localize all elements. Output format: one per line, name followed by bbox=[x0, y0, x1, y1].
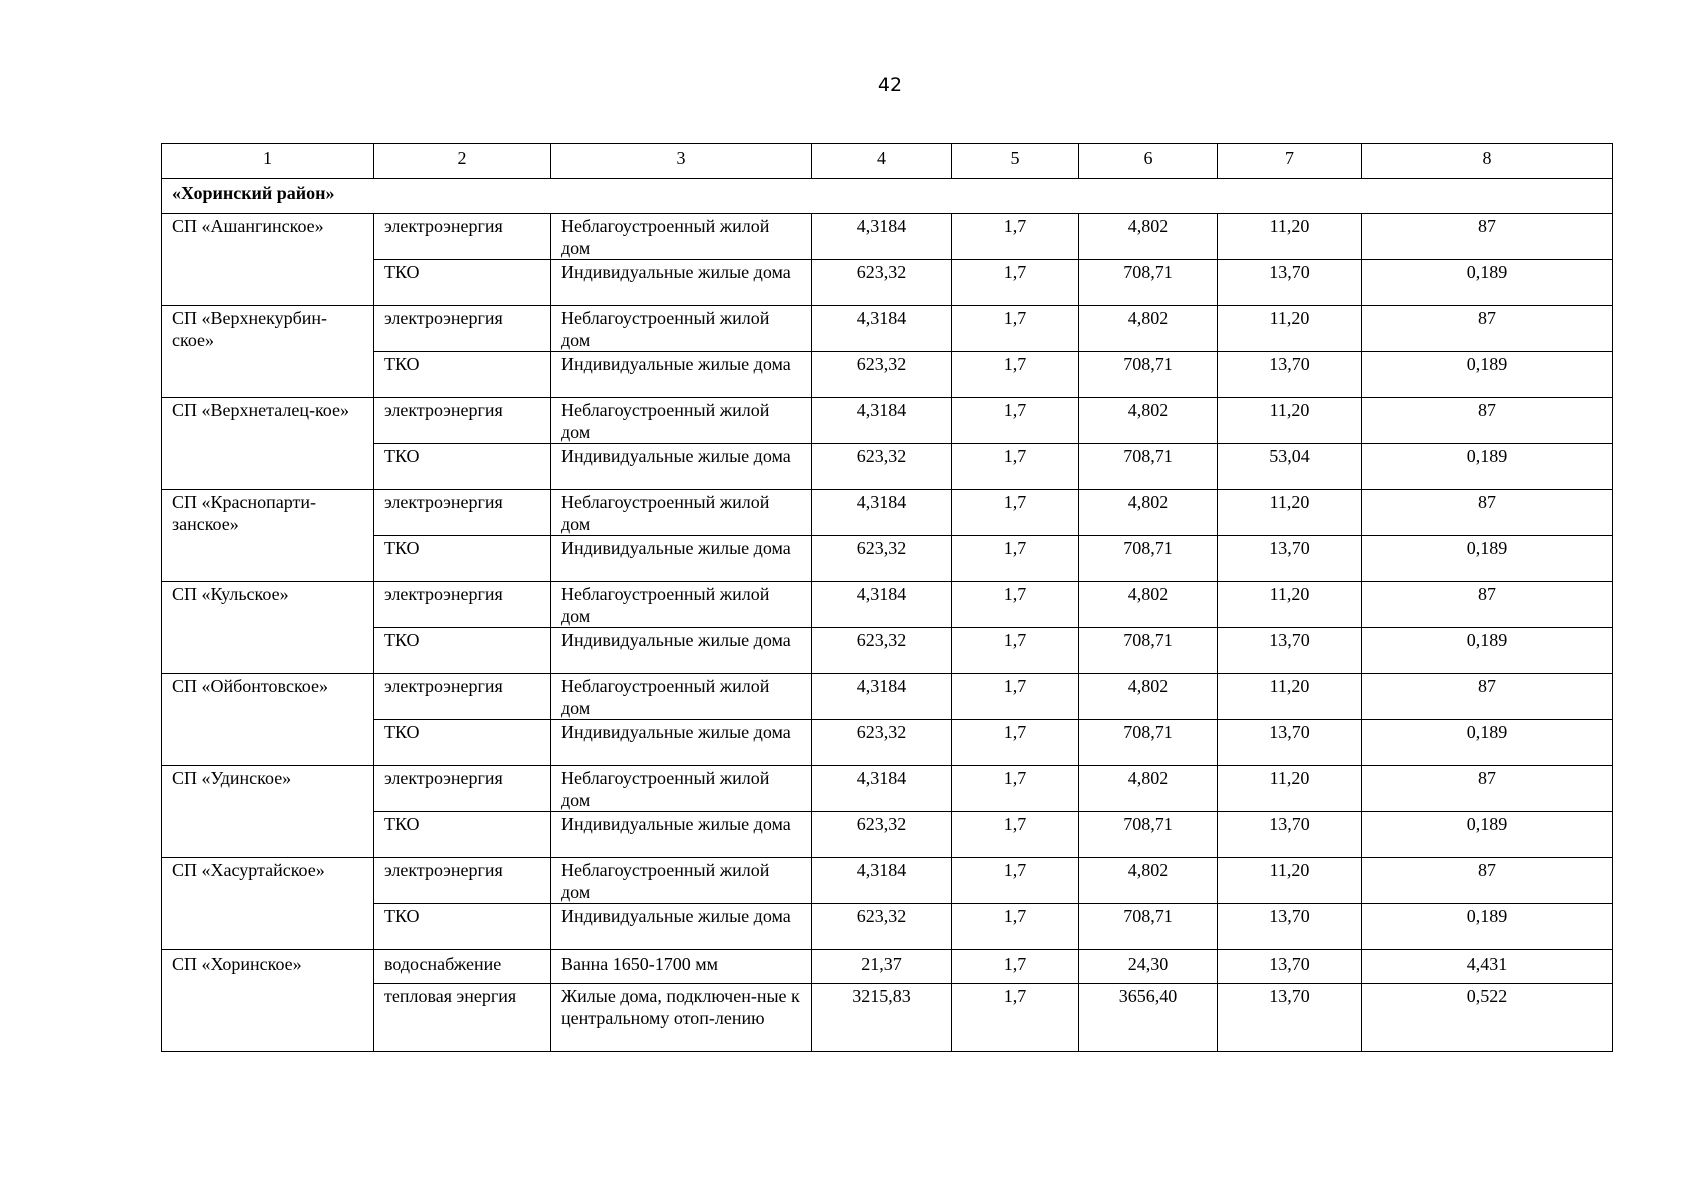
table-row bbox=[162, 582, 1613, 628]
value-cell-col7: 13,70 bbox=[1218, 950, 1362, 984]
value-cell-col8: 87 bbox=[1362, 582, 1613, 628]
service-cell: электроэнергия bbox=[374, 490, 551, 536]
settlement-name: СП «Ойбонтовское» bbox=[162, 674, 374, 766]
service-cell: электроэнергия bbox=[374, 858, 551, 904]
value-cell-col4: 4,3184 bbox=[812, 858, 952, 904]
value-cell-col6: 4,802 bbox=[1079, 398, 1218, 444]
settlement-name: СП «Ашангинское» bbox=[162, 214, 374, 306]
value-cell-col5: 1,7 bbox=[952, 628, 1079, 674]
table-row bbox=[162, 398, 1613, 444]
value-cell-col8: 0,189 bbox=[1362, 536, 1613, 582]
value-cell-col7: 13,70 bbox=[1218, 260, 1362, 306]
value-cell-col4: 623,32 bbox=[812, 720, 952, 766]
table-body bbox=[162, 144, 1613, 1052]
value-cell-col5: 1,7 bbox=[952, 490, 1079, 536]
service-cell: электроэнергия bbox=[374, 582, 551, 628]
value-cell-col8: 0,189 bbox=[1362, 904, 1613, 950]
service-cell: ТКО bbox=[374, 628, 551, 674]
category-cell: Неблагоустроенный жилой дом bbox=[551, 766, 812, 812]
value-cell-col6: 708,71 bbox=[1079, 352, 1218, 398]
value-cell-col4: 623,32 bbox=[812, 536, 952, 582]
settlement-name: СП «Верхнекурбин-ское» bbox=[162, 306, 374, 398]
value-cell-col7: 11,20 bbox=[1218, 674, 1362, 720]
value-cell-col4: 4,3184 bbox=[812, 766, 952, 812]
table-row bbox=[162, 858, 1613, 904]
value-cell-col4: 4,3184 bbox=[812, 674, 952, 720]
table-row bbox=[162, 628, 1613, 674]
value-cell-col7: 13,70 bbox=[1218, 720, 1362, 766]
value-cell-col6: 4,802 bbox=[1079, 582, 1218, 628]
value-cell-col5: 1,7 bbox=[952, 720, 1079, 766]
value-cell-col5: 1,7 bbox=[952, 444, 1079, 490]
category-cell: Неблагоустроенный жилой дом bbox=[551, 582, 812, 628]
service-cell: тепловая энергия bbox=[374, 984, 551, 1052]
value-cell-col4: 623,32 bbox=[812, 904, 952, 950]
value-cell-col7: 13,70 bbox=[1218, 628, 1362, 674]
service-cell: ТКО bbox=[374, 720, 551, 766]
service-cell: электроэнергия bbox=[374, 214, 551, 260]
value-cell-col6: 4,802 bbox=[1079, 306, 1218, 352]
category-cell: Индивидуальные жилые дома bbox=[551, 260, 812, 306]
table-row bbox=[162, 306, 1613, 352]
settlement-name: СП «Кульское» bbox=[162, 582, 374, 674]
category-cell: Индивидуальные жилые дома bbox=[551, 812, 812, 858]
value-cell-col7: 11,20 bbox=[1218, 858, 1362, 904]
table-row bbox=[162, 490, 1613, 536]
tariff-table bbox=[161, 143, 1613, 1052]
category-cell: Неблагоустроенный жилой дом bbox=[551, 214, 812, 260]
service-cell: ТКО bbox=[374, 444, 551, 490]
settlement-name: СП «Хасуртайское» bbox=[162, 858, 374, 950]
table-row bbox=[162, 444, 1613, 490]
service-cell: водоснабжение bbox=[374, 950, 551, 984]
value-cell-col8: 0,189 bbox=[1362, 352, 1613, 398]
settlement-name: СП «Краснопарти-занское» bbox=[162, 490, 374, 582]
value-cell-col4: 4,3184 bbox=[812, 398, 952, 444]
value-cell-col8: 0,189 bbox=[1362, 444, 1613, 490]
value-cell-col8: 87 bbox=[1362, 214, 1613, 260]
value-cell-col8: 87 bbox=[1362, 674, 1613, 720]
value-cell-col8: 0,189 bbox=[1362, 260, 1613, 306]
value-cell-col5: 1,7 bbox=[952, 260, 1079, 306]
settlement-name: СП «Хоринское» bbox=[162, 950, 374, 1052]
value-cell-col5: 1,7 bbox=[952, 214, 1079, 260]
value-cell-col4: 623,32 bbox=[812, 812, 952, 858]
value-cell-col6: 708,71 bbox=[1079, 536, 1218, 582]
table-row bbox=[162, 766, 1613, 812]
value-cell-col6: 24,30 bbox=[1079, 950, 1218, 984]
table-row bbox=[162, 950, 1613, 984]
value-cell-col6: 4,802 bbox=[1079, 674, 1218, 720]
value-cell-col5: 1,7 bbox=[952, 536, 1079, 582]
table-row bbox=[162, 352, 1613, 398]
settlement-name: СП «Удинское» bbox=[162, 766, 374, 858]
column-number-cell: 7 bbox=[1218, 144, 1362, 179]
service-cell: ТКО bbox=[374, 260, 551, 306]
value-cell-col4: 623,32 bbox=[812, 352, 952, 398]
value-cell-col6: 4,802 bbox=[1079, 858, 1218, 904]
value-cell-col4: 623,32 bbox=[812, 628, 952, 674]
value-cell-col4: 4,3184 bbox=[812, 306, 952, 352]
service-cell: электроэнергия bbox=[374, 674, 551, 720]
value-cell-col7: 53,04 bbox=[1218, 444, 1362, 490]
table-row bbox=[162, 984, 1613, 1052]
value-cell-col5: 1,7 bbox=[952, 984, 1079, 1052]
column-number-cell: 5 bbox=[952, 144, 1079, 179]
table-row bbox=[162, 214, 1613, 260]
value-cell-col7: 13,70 bbox=[1218, 904, 1362, 950]
value-cell-col6: 708,71 bbox=[1079, 720, 1218, 766]
page-number: 42 bbox=[877, 74, 903, 96]
district-name: «Хоринский район» bbox=[162, 179, 1613, 214]
value-cell-col5: 1,7 bbox=[952, 950, 1079, 984]
value-cell-col5: 1,7 bbox=[952, 674, 1079, 720]
value-cell-col6: 4,802 bbox=[1079, 490, 1218, 536]
value-cell-col5: 1,7 bbox=[952, 904, 1079, 950]
column-number-row bbox=[162, 144, 1613, 179]
value-cell-col6: 708,71 bbox=[1079, 260, 1218, 306]
column-number-cell: 8 bbox=[1362, 144, 1613, 179]
table-row bbox=[162, 260, 1613, 306]
value-cell-col8: 87 bbox=[1362, 858, 1613, 904]
value-cell-col5: 1,7 bbox=[952, 306, 1079, 352]
service-cell: ТКО bbox=[374, 812, 551, 858]
value-cell-col5: 1,7 bbox=[952, 398, 1079, 444]
value-cell-col7: 13,70 bbox=[1218, 536, 1362, 582]
table-row bbox=[162, 720, 1613, 766]
value-cell-col5: 1,7 bbox=[952, 858, 1079, 904]
service-cell: электроэнергия bbox=[374, 398, 551, 444]
table-row bbox=[162, 536, 1613, 582]
value-cell-col4: 3215,83 bbox=[812, 984, 952, 1052]
value-cell-col5: 1,7 bbox=[952, 812, 1079, 858]
value-cell-col8: 87 bbox=[1362, 398, 1613, 444]
value-cell-col8: 4,431 bbox=[1362, 950, 1613, 984]
district-row bbox=[162, 179, 1613, 214]
value-cell-col6: 708,71 bbox=[1079, 628, 1218, 674]
category-cell: Неблагоустроенный жилой дом bbox=[551, 398, 812, 444]
service-cell: ТКО bbox=[374, 536, 551, 582]
category-cell: Индивидуальные жилые дома bbox=[551, 720, 812, 766]
value-cell-col5: 1,7 bbox=[952, 352, 1079, 398]
table-row bbox=[162, 904, 1613, 950]
category-cell: Неблагоустроенный жилой дом bbox=[551, 306, 812, 352]
settlement-name: СП «Верхнеталец-кое» bbox=[162, 398, 374, 490]
value-cell-col6: 708,71 bbox=[1079, 812, 1218, 858]
value-cell-col7: 13,70 bbox=[1218, 984, 1362, 1052]
value-cell-col8: 87 bbox=[1362, 766, 1613, 812]
value-cell-col5: 1,7 bbox=[952, 766, 1079, 812]
value-cell-col6: 708,71 bbox=[1079, 444, 1218, 490]
value-cell-col7: 11,20 bbox=[1218, 214, 1362, 260]
service-cell: ТКО bbox=[374, 352, 551, 398]
category-cell: Индивидуальные жилые дома bbox=[551, 352, 812, 398]
category-cell: Неблагоустроенный жилой дом bbox=[551, 490, 812, 536]
service-cell: электроэнергия bbox=[374, 306, 551, 352]
value-cell-col8: 0,189 bbox=[1362, 812, 1613, 858]
category-cell: Неблагоустроенный жилой дом bbox=[551, 674, 812, 720]
value-cell-col7: 11,20 bbox=[1218, 582, 1362, 628]
value-cell-col6: 3656,40 bbox=[1079, 984, 1218, 1052]
category-cell: Индивидуальные жилые дома bbox=[551, 444, 812, 490]
value-cell-col8: 87 bbox=[1362, 306, 1613, 352]
value-cell-col6: 708,71 bbox=[1079, 904, 1218, 950]
value-cell-col8: 0,189 bbox=[1362, 720, 1613, 766]
category-cell: Жилые дома, подключен-ные к центральному отоп-лению bbox=[551, 984, 812, 1052]
column-number-cell: 4 bbox=[812, 144, 952, 179]
column-number-cell: 1 bbox=[162, 144, 374, 179]
category-cell: Ванна 1650-1700 мм bbox=[551, 950, 812, 984]
category-cell: Индивидуальные жилые дома bbox=[551, 904, 812, 950]
value-cell-col4: 21,37 bbox=[812, 950, 952, 984]
value-cell-col7: 13,70 bbox=[1218, 352, 1362, 398]
value-cell-col4: 623,32 bbox=[812, 260, 952, 306]
table-row bbox=[162, 674, 1613, 720]
value-cell-col7: 11,20 bbox=[1218, 306, 1362, 352]
value-cell-col8: 0,189 bbox=[1362, 628, 1613, 674]
category-cell: Индивидуальные жилые дома bbox=[551, 628, 812, 674]
column-number-cell: 2 bbox=[374, 144, 551, 179]
value-cell-col4: 4,3184 bbox=[812, 582, 952, 628]
category-cell: Индивидуальные жилые дома bbox=[551, 536, 812, 582]
value-cell-col7: 11,20 bbox=[1218, 398, 1362, 444]
service-cell: ТКО bbox=[374, 904, 551, 950]
table-row bbox=[162, 812, 1613, 858]
value-cell-col4: 4,3184 bbox=[812, 490, 952, 536]
value-cell-col5: 1,7 bbox=[952, 582, 1079, 628]
column-number-cell: 3 bbox=[551, 144, 812, 179]
value-cell-col6: 4,802 bbox=[1079, 214, 1218, 260]
value-cell-col6: 4,802 bbox=[1079, 766, 1218, 812]
category-cell: Неблагоустроенный жилой дом bbox=[551, 858, 812, 904]
value-cell-col4: 4,3184 bbox=[812, 214, 952, 260]
service-cell: электроэнергия bbox=[374, 766, 551, 812]
value-cell-col8: 0,522 bbox=[1362, 984, 1613, 1052]
value-cell-col4: 623,32 bbox=[812, 444, 952, 490]
column-number-cell: 6 bbox=[1079, 144, 1218, 179]
value-cell-col7: 11,20 bbox=[1218, 490, 1362, 536]
value-cell-col8: 87 bbox=[1362, 490, 1613, 536]
value-cell-col7: 13,70 bbox=[1218, 812, 1362, 858]
value-cell-col7: 11,20 bbox=[1218, 766, 1362, 812]
